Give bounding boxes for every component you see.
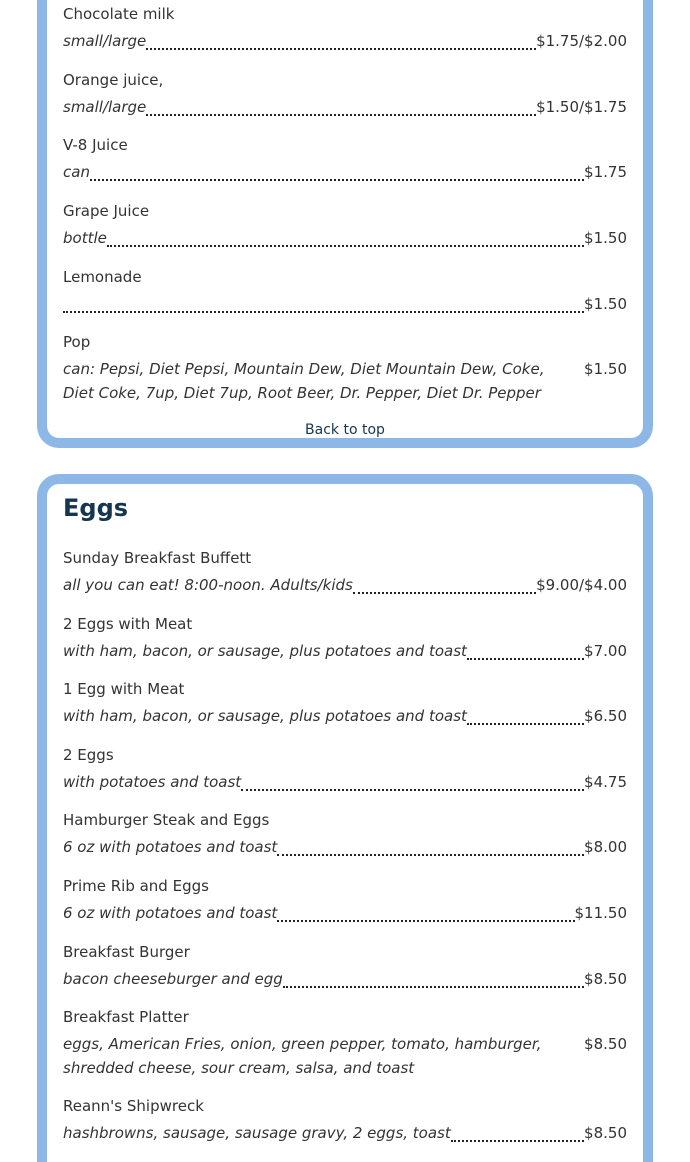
item-description: can bbox=[63, 163, 90, 181]
item-price: $6.50 bbox=[584, 707, 627, 725]
menu-item bbox=[63, 267, 627, 316]
item-description: with potatoes and toast bbox=[63, 773, 242, 791]
item-name: 2 Eggs with Meat bbox=[63, 615, 193, 633]
menu-item bbox=[63, 614, 627, 663]
dotted-leader bbox=[467, 723, 584, 725]
item-name: 1 Egg with Meat bbox=[63, 680, 185, 698]
item-price: $1.50 bbox=[584, 360, 627, 378]
item-description: can: Pepsi, Diet Pepsi, Mountain Dew, Diet Mountain Dew, Coke, Diet Coke, 7up, Diet 7up, Root Beer, Dr. Pepper, Diet Dr. Pepper bbox=[63, 360, 545, 402]
item-price: $4.75 bbox=[584, 773, 627, 791]
menu-item bbox=[63, 548, 627, 597]
eggs-section bbox=[37, 474, 653, 1162]
item-description: small/large bbox=[63, 98, 147, 116]
item-name: Breakfast Burger bbox=[63, 943, 190, 961]
item-name: 2 Eggs bbox=[63, 746, 114, 764]
section-title: Eggs bbox=[63, 494, 129, 522]
item-price: $8.00 bbox=[584, 838, 627, 856]
item-description: eggs, American Fries, onion, green pepper, tomato, hamburger, shredded cheese, sour cream, salsa, and toast bbox=[63, 1035, 542, 1077]
menu-item bbox=[63, 876, 627, 925]
item-description: bottle bbox=[63, 229, 107, 247]
dotted-leader bbox=[277, 854, 584, 856]
menu-item bbox=[63, 70, 627, 119]
item-name: Sunday Breakfast Buffett bbox=[63, 549, 252, 567]
item-description: 6 oz with potatoes and toast bbox=[63, 838, 278, 856]
item-name: Prime Rib and Eggs bbox=[63, 877, 209, 895]
item-price: $1.75 bbox=[584, 163, 627, 181]
dotted-leader bbox=[467, 658, 584, 660]
back-to-top-link[interactable]: Back to top bbox=[305, 422, 385, 438]
dotted-leader bbox=[146, 114, 536, 116]
menu-item bbox=[63, 810, 627, 859]
item-name: Reann's Shipwreck bbox=[63, 1097, 204, 1115]
dotted-leader bbox=[353, 592, 536, 594]
item-description: with ham, bacon, or sausage, plus potatoes and toast bbox=[63, 642, 467, 660]
dotted-leader bbox=[146, 48, 536, 50]
dotted-leader bbox=[90, 179, 584, 181]
dotted-leader bbox=[241, 789, 584, 791]
menu-item bbox=[63, 679, 627, 728]
item-description: bacon cheeseburger and egg bbox=[63, 970, 283, 988]
item-description: hashbrowns, sausage, sausage gravy, 2 eggs, toast bbox=[63, 1124, 451, 1142]
item-price: $8.50 bbox=[584, 1035, 627, 1053]
item-price: $1.50 bbox=[584, 229, 627, 247]
item-name: Orange juice, bbox=[63, 71, 164, 89]
dotted-leader bbox=[451, 1140, 584, 1142]
menu-item bbox=[63, 745, 627, 794]
dotted-leader bbox=[107, 245, 584, 247]
menu-item bbox=[63, 201, 627, 250]
item-price: $8.50 bbox=[584, 970, 627, 988]
item-name: Pop bbox=[63, 333, 91, 351]
item-name: V-8 Juice bbox=[63, 136, 128, 154]
item-name: Hamburger Steak and Eggs bbox=[63, 811, 270, 829]
menu-item bbox=[63, 4, 627, 53]
item-price: $1.50 bbox=[584, 295, 627, 313]
item-price: $7.00 bbox=[584, 642, 627, 660]
item-price: $8.50 bbox=[584, 1124, 627, 1142]
item-description: all you can eat! 8:00-noon. Adults/kids bbox=[63, 576, 353, 594]
item-description: small/large bbox=[63, 32, 147, 50]
item-description: 6 oz with potatoes and toast bbox=[63, 904, 278, 922]
item-price: $9.00/$4.00 bbox=[536, 576, 627, 594]
item-price: $1.75/$2.00 bbox=[536, 32, 627, 50]
item-name: Grape Juice bbox=[63, 202, 150, 220]
item-description: with ham, bacon, or sausage, plus potatoes and toast bbox=[63, 707, 467, 725]
menu-item bbox=[63, 135, 627, 184]
menu-item bbox=[63, 942, 627, 991]
dotted-leader bbox=[63, 311, 584, 313]
item-name: Lemonade bbox=[63, 268, 142, 286]
menu-item bbox=[63, 1007, 627, 1080]
dotted-leader bbox=[277, 920, 574, 922]
item-name: Chocolate milk bbox=[63, 5, 175, 23]
drinks-section bbox=[37, 0, 653, 448]
item-name: Breakfast Platter bbox=[63, 1008, 189, 1026]
item-price: $11.50 bbox=[574, 904, 627, 922]
menu-item bbox=[63, 332, 627, 405]
menu-item bbox=[63, 1096, 627, 1145]
dotted-leader bbox=[283, 986, 584, 988]
item-price: $1.50/$1.75 bbox=[536, 98, 627, 116]
